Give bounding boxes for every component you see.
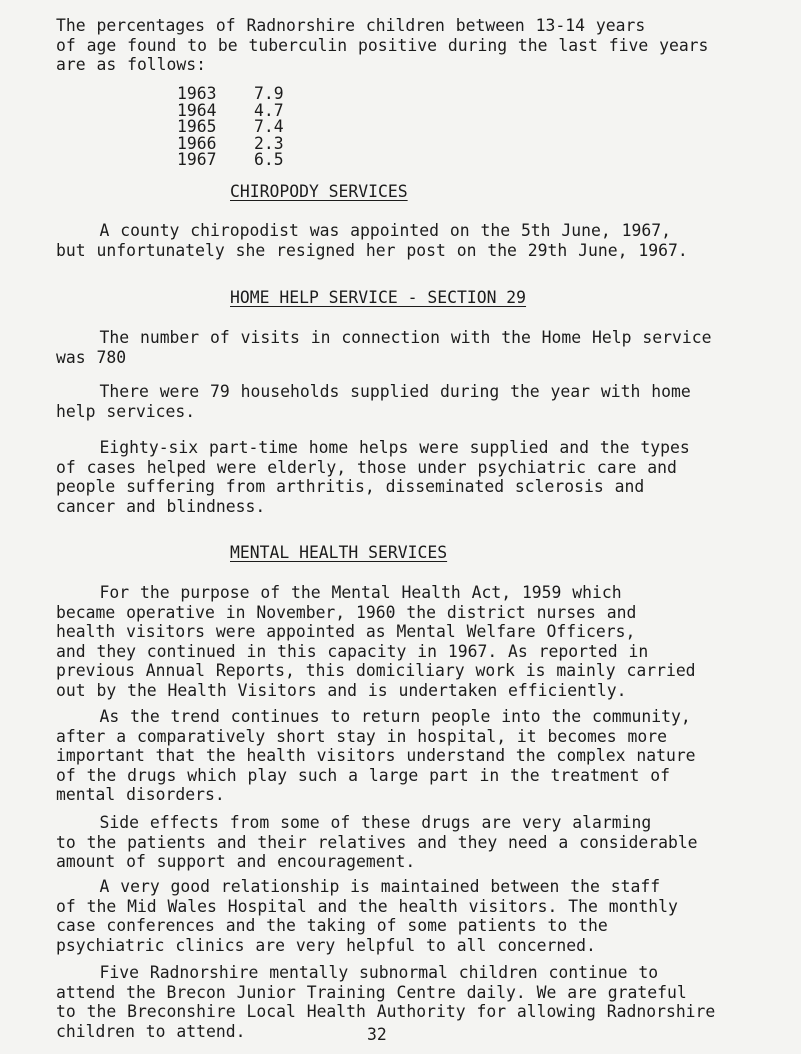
mental-health-heading: MENTAL HEALTH SERVICES: [230, 543, 448, 562]
home-help-heading: HOME HELP SERVICE - SECTION 29: [230, 288, 527, 307]
chiropody-paragraph: A county chiropodist was appointed on the 5th June, 1967, but unfortunately she resigned her post on the 29th June, 1967.: [56, 221, 688, 260]
mental-health-paragraph-1: For the purpose of the Mental Health Act, 1959 which became operative in November, 1960 the district nurses and health visitors were appointed as Mental Welfare Officers, and they continued in this capacity in 1967. As reported in previous Annual Reports, this domiciliary work is mainly carried out by the Health Visitors and is undertaken efficiently.: [56, 583, 696, 700]
year-cell: 1966: [177, 133, 217, 153]
mental-health-paragraph-2: As the trend continues to return people into the community, after a comparatively short stay in hospital, it becomes more important that the health visitors understand the complex nature of the drugs which play such a large part in the treatment of mental disorders.: [56, 707, 696, 804]
home-help-paragraph-3: Eighty-six part-time home helps were supplied and the types of cases helped were elderly, those under psychiatric care and people suffering from arthritis, disseminated sclerosis and cancer and blindness.: [56, 438, 690, 516]
year-cell: 1963: [177, 84, 217, 103]
page-number: 32: [367, 1025, 387, 1044]
tuberculin-table: [177, 86, 284, 169]
home-help-paragraph-2: There were 79 households supplied during the year with home help services.: [56, 382, 691, 421]
percentage-cell: 6.5: [254, 150, 284, 169]
percentage-cell: 2.3: [254, 133, 284, 153]
intro-paragraph: The percentages of Radnorshire children between 13-14 years of age found to be tuberculin positive during the last five years are as follows:: [56, 16, 709, 74]
chiropody-heading: CHIROPODY SERVICES: [230, 182, 408, 201]
mental-health-paragraph-5: Five Radnorshire mentally subnormal children continue to attend the Brecon Junior Training Centre daily. We are grateful to the Breconshire Local Health Authority for allowing Radnorshire children to attend.: [56, 963, 716, 1041]
mental-health-paragraph-4: A very good relationship is maintained between the staff of the Mid Wales Hospital and the health visitors. The monthly case conferences and the taking of some patients to the psychiatric clinics are very helpful to all concerned.: [56, 877, 678, 955]
year-cell: 1964: [177, 100, 217, 120]
year-cell: 1967: [177, 150, 217, 169]
year-cell: 1965: [177, 117, 217, 136]
table-row: [177, 152, 284, 169]
percentage-cell: 4.7: [254, 100, 284, 120]
percentage-cell: 7.4: [254, 117, 284, 136]
mental-health-paragraph-3: Side effects from some of these drugs are very alarming to the patients and their relatives and they need a considerable amount of support and encouragement.: [56, 813, 698, 871]
percentage-cell: 7.9: [254, 84, 284, 103]
home-help-paragraph-1: The number of visits in connection with the Home Help service was 780: [56, 328, 712, 367]
